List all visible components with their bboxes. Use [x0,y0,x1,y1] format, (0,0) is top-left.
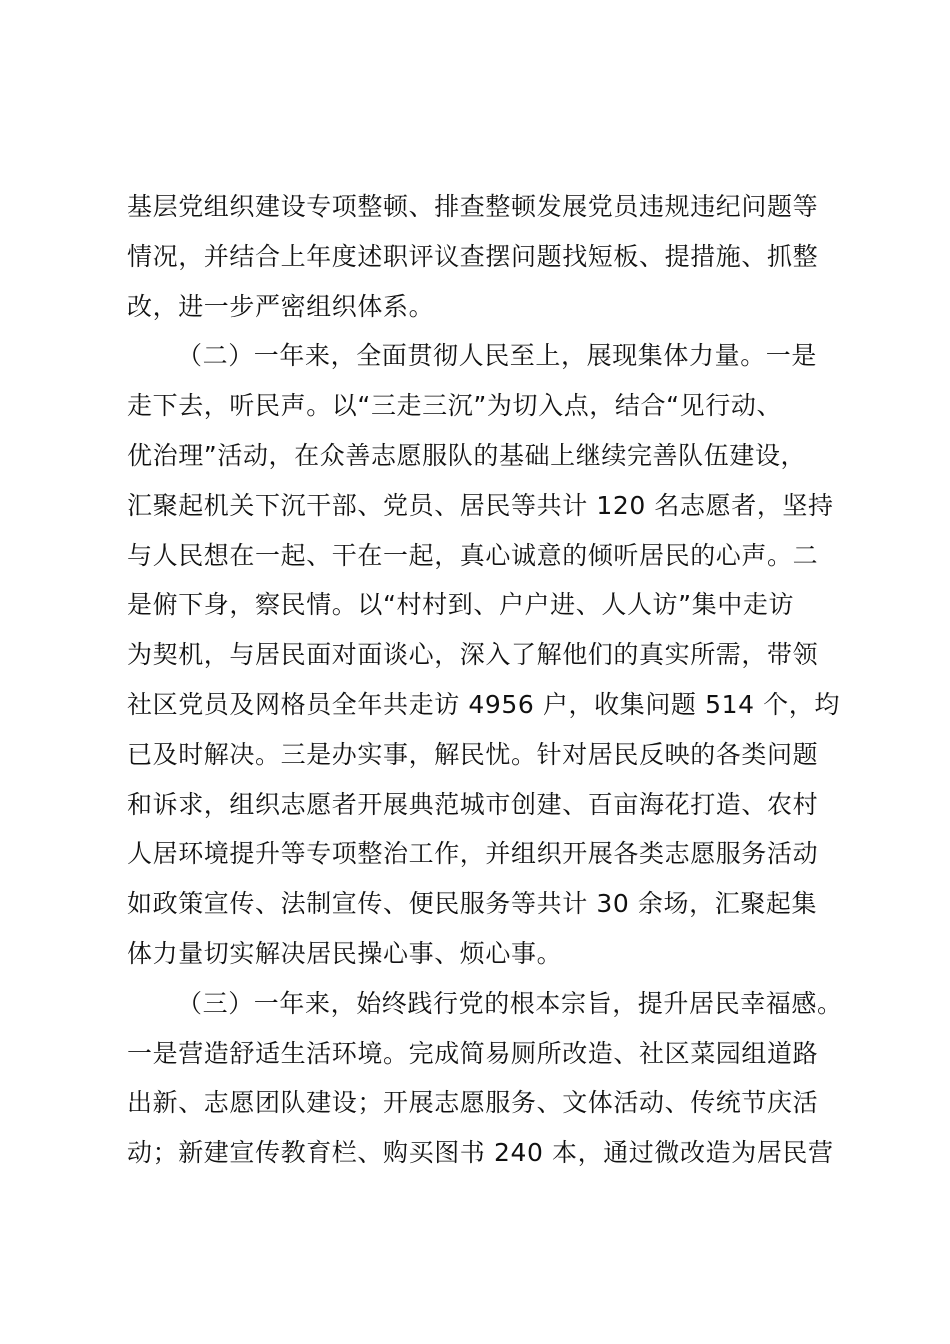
paragraph-two [127,331,847,978]
text-line: 与人民想在一起、干在一起，真心诚意的倾听居民的心声。二 [127,540,819,570]
text-line: 如政策宣传、法制宣传、便民服务等共计 30 余场，汇聚起集 [127,889,818,919]
text-line: 出新、志愿团队建设；开展志愿服务、文体活动、传统节庆活 [127,1088,819,1118]
text-line: 改，进一步严密组织体系。 [127,291,435,321]
text-line: 体力量切实解决居民操心事、烦心事。 [127,938,563,968]
text-line: 和诉求，组织志愿者开展典范城市创建、百亩海花打造、农村 [127,789,819,819]
text-line: 社区党员及网格员全年共走访 4956 户，收集问题 514 个，均 [127,689,840,719]
text-line: 走下去，听民声。以“三走三沉”为切入点，结合“见行动、 [127,391,783,421]
text-line: 为契机，与居民面对面谈心，深入了解他们的真实所需，带领 [127,640,819,670]
text-line: 基层党组织建设专项整顿、排查整顿发展党员违规违纪问题等 [127,192,819,221]
text-line: 汇聚起机关下沉干部、党员、居民等共计 120 名志愿者，坚持 [127,490,834,520]
text-line: 情况，并结合上年度述职评议查摆问题找短板、提措施、抓整 [127,241,819,271]
text-line: 人居环境提升等专项整治工作，并组织开展各类志愿服务活动 [127,839,819,869]
text-line: 动；新建宣传教育栏、购买图书 240 本，通过微改造为居民营 [127,1138,834,1168]
text-line: （三）一年来，始终践行党的根本宗旨，提升居民幸福感。 [177,988,843,1018]
text-line: （二）一年来，全面贯彻人民至上，展现集体力量。一是 [177,341,818,371]
text-line: 已及时解决。三是办实事，解民忧。针对居民反映的各类问题 [127,739,819,769]
document-body [127,182,847,1178]
paragraph-intro [127,182,847,331]
paragraph-three [127,979,847,1178]
text-line: 优治理”活动，在众善志愿服队的基础上继续完善队伍建设， [127,440,807,470]
text-line: 一是营造舒适生活环境。完成简易厕所改造、社区菜园组道路 [127,1038,819,1068]
text-line: 是俯下身，察民情。以“村村到、户户进、人人访”集中走访 [127,590,795,620]
